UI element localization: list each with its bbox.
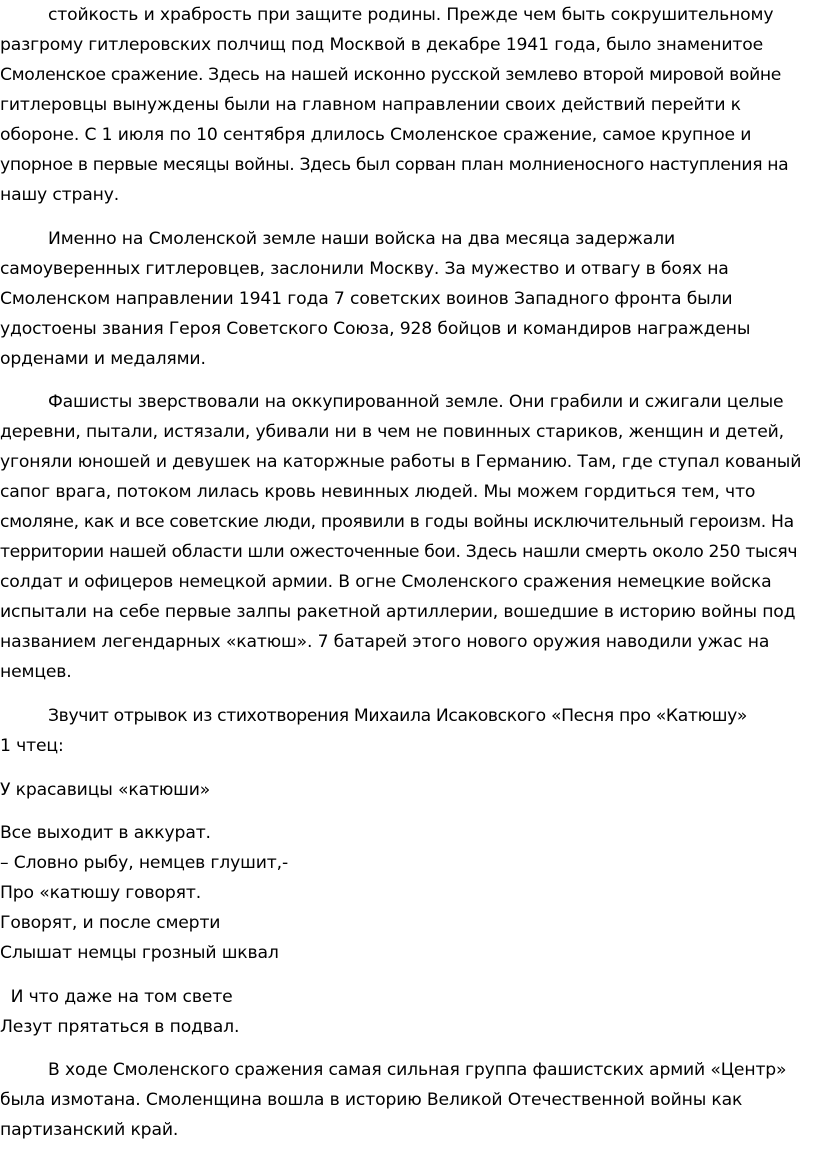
poem-line: Про «катюшу говорят. <box>0 883 202 903</box>
text-line: орденами и медалями. <box>0 349 206 369</box>
text-line: Смоленское сражение. Здесь на нашей исконно русской землево второй мировой войне <box>0 65 781 85</box>
poem-intro: Звучит отрывок из стихотворения Михаила Исаковского «Песня про «Катюшу» <box>48 706 748 726</box>
text-line: упорное в первые месяцы войны. Здесь был сорван план молниеносного наступления на <box>0 155 789 175</box>
text-line: угоняли юношей и девушек на каторжные работы в Германию. Там, где ступал кованый <box>0 452 802 472</box>
poem-line: Все выходит в аккурат. <box>0 823 211 843</box>
text-line: В ходе Смоленского сражения самая сильная группа фашистских армий «Центр» <box>48 1060 787 1080</box>
text-line: обороне. С 1 июля по 10 сентября длилось Смоленское сражение, самое крупное и <box>0 125 752 145</box>
poem-line: Лезут прятаться в подвал. <box>0 1017 240 1037</box>
text-line: партизанский край. <box>0 1120 179 1140</box>
text-line: разгрому гитлеровских полчищ под Москвой в декабре 1941 года, было знаменитое <box>0 35 764 55</box>
poem-line: Слышат немцы грозный шквал <box>0 943 279 963</box>
poem-line: Говорят, и после смерти <box>0 913 221 933</box>
text-line: нашу страну. <box>0 185 120 205</box>
poem-line: И что даже на том свете <box>0 987 233 1007</box>
text-line: сапог врага, потоком лилась кровь невинных людей. Мы можем гордиться тем, что <box>0 482 756 502</box>
text-line: деревни, пытали, истязали, убивали ни в чем не повинных стариков, женщин и детей, <box>0 422 784 442</box>
text-line: Фашисты зверствовали на оккупированной земле. Они грабили и сжигали целые <box>48 392 784 412</box>
text-line: испытали на себе первые залпы ракетной артиллерии, вошедшие в историю войны под <box>0 602 796 622</box>
text-line: удостоены звания Героя Советского Союза, 928 бойцов и командиров награждены <box>0 319 751 339</box>
text-line: стойкость и храбрость при защите родины. Прежде чем быть сокрушительному <box>48 5 774 25</box>
text-line: была измотана. Смоленщина вошла в историю Великой Отечественной войны как <box>0 1090 743 1110</box>
text-line: гитлеровцы вынуждены были на главном направлении своих действий перейти к <box>0 95 741 115</box>
text-line: солдат и офицеров немецкой армии. В огне Смоленского сражения немецкие войска <box>0 572 772 592</box>
text-line: смоляне, как и все советские люди, проявили в годы войны исключительный героизм. На <box>0 512 794 532</box>
text-line: Именно на Смоленской земле наши войска на два месяца задержали <box>48 229 675 249</box>
poem-line: У красавицы «катюши» <box>0 780 211 800</box>
poem-line: – Словно рыбу, немцев глушит,- <box>0 853 288 873</box>
text-line: названием легендарных «катюш». 7 батарей этого нового оружия наводили ужас на <box>0 632 770 652</box>
text-line: территории нашей области шли ожесточенные бои. Здесь нашли смерть около 250 тысяч <box>0 542 798 562</box>
text-line: Смоленском направлении 1941 года 7 советских воинов Западного фронта были <box>0 289 733 309</box>
reader-label: 1 чтец: <box>0 736 64 756</box>
text-line: самоуверенных гитлеровцев, заслонили Москву. За мужество и отвагу в боях на <box>0 259 729 279</box>
text-line: немцев. <box>0 662 72 682</box>
